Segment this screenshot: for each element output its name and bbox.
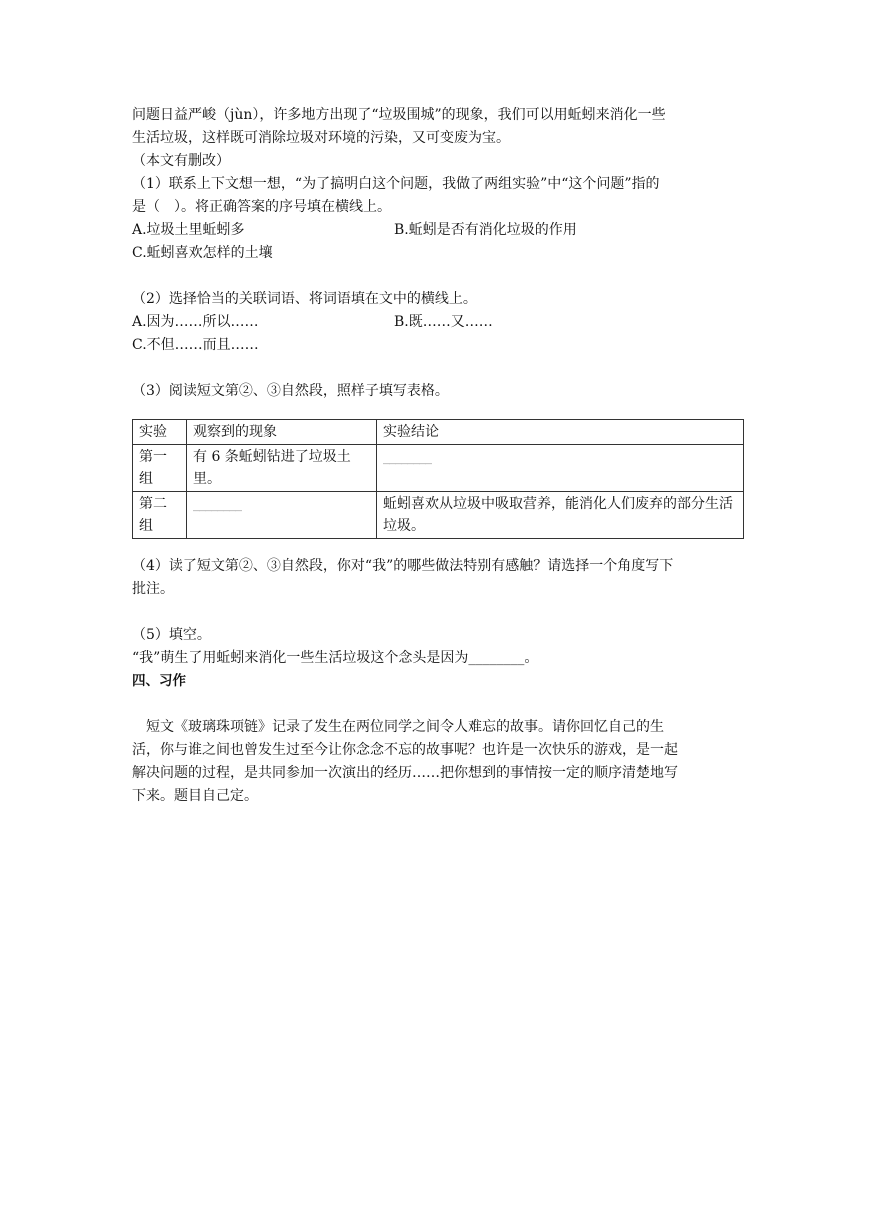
- question-5-fill-line: “我”萌生了用蚯蚓来消化一些生活垃圾这个念头是因为________。: [132, 650, 539, 666]
- essay-prompt-line: 下来。题目自己定。: [132, 788, 258, 804]
- table-header-cell: 观察到的现象: [187, 420, 377, 445]
- essay-prompt-line: 活，你与谁之间也曾发生过至今让你念念不忘的故事呢？也许是一次快乐的游戏，是一起: [132, 742, 678, 758]
- passage-line: 生活垃圾，这样既可消除垃圾对环境的污染，又可变废为宝。: [132, 130, 510, 146]
- question-1-options-row: [132, 219, 744, 242]
- question-1-text: 是（ ）。将正确答案的序号填在横线上。: [132, 199, 391, 215]
- table-header-row: [133, 420, 744, 445]
- option-c: C.不但……而且……: [132, 337, 259, 353]
- spacer: [132, 403, 744, 415]
- option-a: A.因为……所以……: [132, 314, 259, 330]
- answer-blank[interactable]: ________: [377, 445, 744, 492]
- option-c: C.蚯蚓喜欢怎样的土壤: [132, 245, 273, 261]
- experiment-table: [132, 419, 744, 539]
- table-header-cell: 实验: [133, 420, 187, 445]
- question-4-text: 批注。: [132, 581, 174, 597]
- table-cell: 有 6 条蚯蚓钻进了垃圾土里。: [187, 445, 377, 492]
- passage-line: 问题日益严峻（jùn），许多地方出现了“垃圾围城”的现象，我们可以用蚯蚓来消化一些: [132, 107, 666, 123]
- question-3-text: （3）阅读短文第②、③自然段，照样子填写表格。: [132, 383, 449, 399]
- table-row: [133, 492, 744, 539]
- spacer: [132, 357, 744, 380]
- essay-prompt-line: 短文《玻璃珠项链》记录了发生在两位同学之间令人难忘的故事。请你回忆自己的生: [132, 719, 664, 735]
- question-2-text: （2）选择恰当的关联词语、将词语填在文中的横线上。: [132, 291, 477, 307]
- document-page: [132, 104, 744, 808]
- answer-blank[interactable]: ________: [187, 492, 377, 539]
- essay-prompt-line: 解决问题的过程，是共同参加一次演出的经历……把你想到的事情按一定的顺序清楚地写: [132, 765, 678, 781]
- table-cell: 蚯蚓喜欢从垃圾中吸取营养，能消化人们废弃的部分生活垃圾。: [377, 492, 744, 539]
- table-row: [133, 445, 744, 492]
- table-cell: 第一组: [133, 445, 187, 492]
- question-2-options-row: [132, 311, 744, 334]
- question-4-text: （4）读了短文第②、③自然段，你对“我”的哪些做法特别有感触？请选择一个角度写下: [132, 558, 674, 574]
- option-b: B.既……又……: [394, 314, 493, 330]
- option-a: A.垃圾土里蚯蚓多: [132, 222, 245, 238]
- spacer: [132, 693, 744, 716]
- question-5-text: （5）填空。: [132, 627, 211, 643]
- table-header-cell: 实验结论: [377, 420, 744, 445]
- section-heading: 四、习作: [132, 673, 186, 689]
- spacer: [132, 543, 744, 555]
- source-note: （本文有删改）: [132, 153, 230, 169]
- spacer: [132, 601, 744, 624]
- question-1-text: （1）联系上下文想一想，“为了搞明白这个问题，我做了两组实验”中“这个问题”指的: [132, 176, 660, 192]
- option-b: B.蚯蚓是否有消化垃圾的作用: [394, 222, 577, 238]
- spacer: [132, 265, 744, 288]
- table-cell: 第二组: [133, 492, 187, 539]
